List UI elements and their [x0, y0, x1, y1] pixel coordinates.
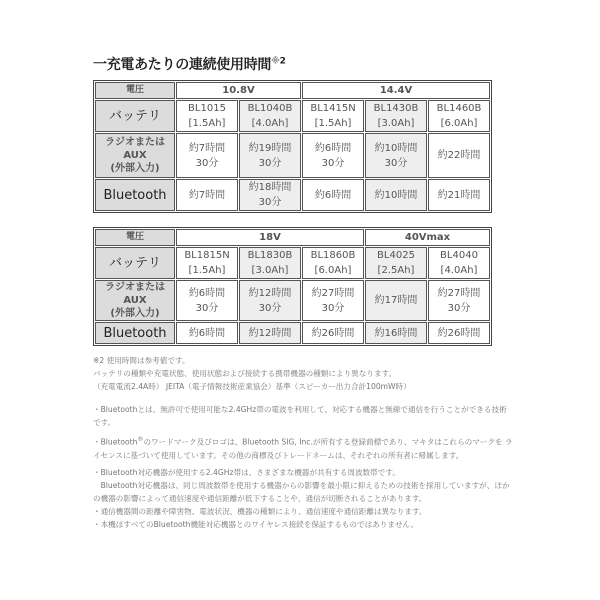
bluetooth-runtime-cell: 約26時間 [428, 322, 490, 344]
radio-runtime-cell: 約7時間 30分 [176, 133, 238, 178]
voltage-group: 14.4V [302, 82, 490, 99]
bluetooth-runtime-cell: 約6時間 [302, 179, 364, 211]
bluetooth-label: Bluetooth [95, 322, 175, 344]
battery-cell: BL1860B [6.0Ah] [302, 247, 364, 279]
footnotes [93, 354, 513, 531]
radio-runtime-cell: 約27時間 30分 [428, 280, 490, 321]
bluetooth-runtime-cell: 約6時間 [176, 322, 238, 344]
page-title: 一充電あたりの連続使用時間$^{※2}$ [93, 56, 286, 73]
footnote-text: バッテリの種類や充電状態、使用状態および接続する携帯機器の種類により異なります。 [93, 369, 397, 378]
bluetooth-note: ・Bluetooth対応機器が使用する2.4GHz帯は、さまざまな機器が共有する周波数帯です。 [93, 467, 400, 477]
radio-aux-label: ラジオまたは AUX (外部入力) [95, 280, 175, 321]
runtime-table-18v-40vmax [93, 227, 492, 346]
bluetooth-runtime-cell: 約16時間 [365, 322, 427, 344]
radio-runtime-cell: 約10時間 30分 [365, 133, 427, 178]
radio-runtime-cell: 約27時間 30分 [302, 280, 364, 321]
footnote-text: ※2 使用時間は参考値です。 [93, 356, 190, 365]
radio-runtime-cell: 約12時間 30分 [239, 280, 301, 321]
battery-label: バッテリ [95, 247, 175, 279]
radio-runtime-cell: 約19時間 30分 [239, 133, 301, 178]
voltage-row [95, 82, 490, 99]
battery-cell: BL4040 [4.0Ah] [428, 247, 490, 279]
voltage-label: 電圧 [95, 82, 175, 99]
voltage-group: 18V [176, 229, 364, 246]
footnote-marker: ※2 [271, 56, 286, 67]
bluetooth-note: ・Bluetoothとは、無許可で使用可能な2.4GHz帯の電波を利用して、対応する機器と無線で通信を行うことができる技術です。 [93, 405, 507, 427]
bluetooth-runtime-cell: 約26時間 [302, 322, 364, 344]
radio-runtime-cell: 約6時間 30分 [302, 133, 364, 178]
battery-cell: BL1415N [1.5Ah] [302, 100, 364, 132]
runtime-table-10-8v-14-4v [93, 80, 492, 213]
radio-runtime-cell: 約17時間 [365, 280, 427, 321]
footnote-text: （充電電流2.4A時） JEITA（電子情報技術産業協会）基準（スピーカー出力合計100mW時） [93, 382, 411, 391]
voltage-group: 10.8V [176, 82, 301, 99]
voltage-label: 電圧 [95, 229, 175, 246]
bluetooth-runtime-cell: 約21時間 [428, 179, 490, 211]
voltage-group: 40Vmax [365, 229, 490, 246]
battery-label: バッテリ [95, 100, 175, 132]
bluetooth-note: ・本機はすべてのBluetooth機能対応機器とのワイヤレス接続を保証するものではありません。 [93, 519, 419, 529]
bluetooth-note: ・通信機器間の距離や障害物、電波状況、機器の種類により、通信速度や通信距離は異なります。 [93, 506, 427, 516]
battery-cell: BL1015 [1.5Ah] [176, 100, 238, 132]
battery-cell: BL1815N [1.5Ah] [176, 247, 238, 279]
radio-aux-row [95, 280, 490, 321]
bluetooth-runtime-cell: 約10時間 [365, 179, 427, 211]
radio-aux-row [95, 133, 490, 178]
trademark-note: ・Bluetooth®のワードマーク及びロゴは、Bluetooth SIG, Inc.が所有する登録商標であり、マキタはこれらのマークを ライセンスに基づいて使用しています。その他の商標及びトレードネームは、それぞれの所有者に帰属します。 [93, 436, 513, 460]
bluetooth-runtime-cell: 約18時間 30分 [239, 179, 301, 211]
bluetooth-note: Bluetooth対応機器は、同じ周波数帯を使用する機器からの影響を最小限に抑えるための技術を採用していますが、ほかの機器の影響によって通信速度や通信距離が低下することや、通信が切断されることがあります。 [93, 480, 510, 503]
bluetooth-runtime-cell: 約12時間 [239, 322, 301, 344]
battery-cell: BL4025 [2.5Ah] [365, 247, 427, 279]
battery-row [95, 247, 490, 279]
voltage-row [95, 229, 490, 246]
battery-cell: BL1460B [6.0Ah] [428, 100, 490, 132]
bluetooth-label: Bluetooth [95, 179, 175, 211]
radio-runtime-cell: 約22時間 [428, 133, 490, 178]
battery-cell: BL1430B [3.0Ah] [365, 100, 427, 132]
battery-cell: BL1830B [3.0Ah] [239, 247, 301, 279]
radio-aux-label: ラジオまたは AUX (外部入力) [95, 133, 175, 178]
battery-cell: BL1040B [4.0Ah] [239, 100, 301, 132]
bluetooth-row [95, 322, 490, 344]
battery-row [95, 100, 490, 132]
bluetooth-row [95, 179, 490, 211]
bluetooth-runtime-cell: 約7時間 [176, 179, 238, 211]
radio-runtime-cell: 約6時間 30分 [176, 280, 238, 321]
